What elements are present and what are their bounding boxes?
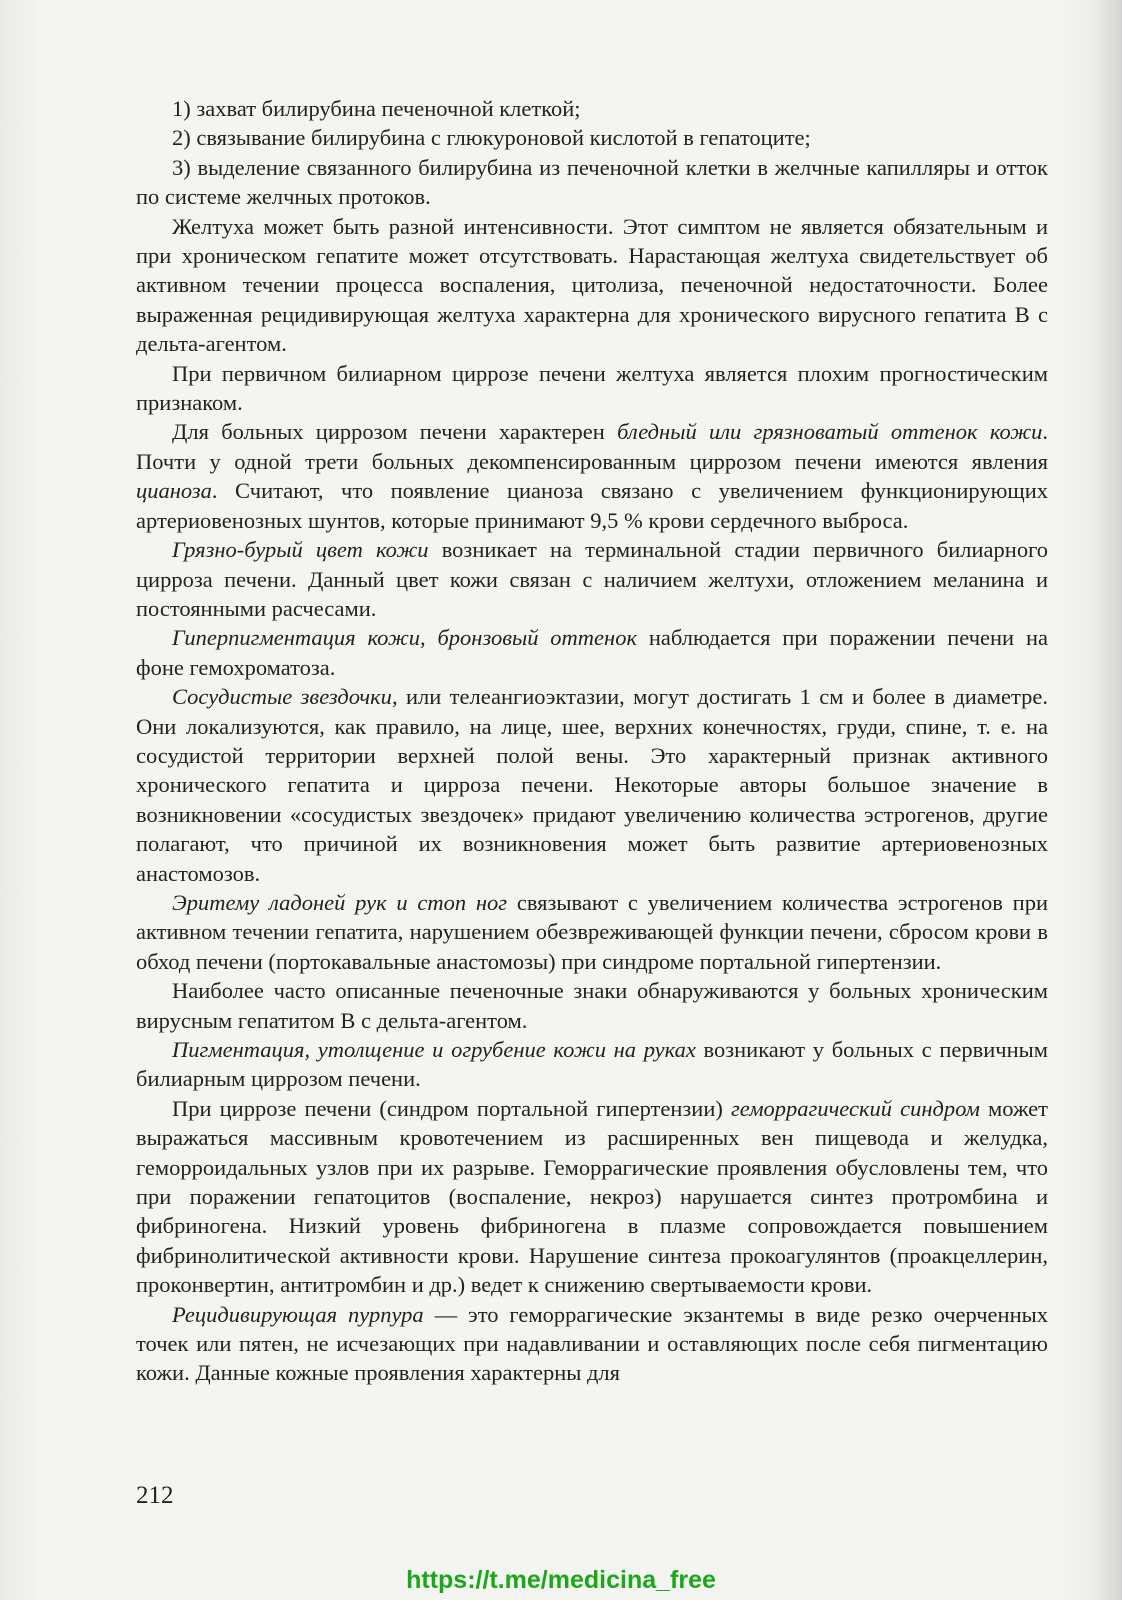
text-run: Желтуха может быть разной интенсивности. Этот симптом не является обязательным и при хроническом гепатите может отсутствовать. Нарастающая желтуха свидетельствует об активном течении процесса воспаления, цитолиза, печеночной недостаточности. Более выраженная рецидивирующая желтуха характерна для хронического вирусного гепатита В с дельта-агентом.	[136, 213, 1048, 357]
text-run: При циррозе печени (синдром портальной гипертензии)	[172, 1095, 731, 1121]
text-run: Наиболее часто описанные печеночные знаки обнаруживаются у больных хроническим вирусным гепатитом В с дельта-агентом.	[136, 978, 1048, 1033]
paragraph	[136, 888, 1048, 976]
paragraph	[136, 123, 1048, 152]
text-run: 2) связывание билирубина с глюкуроновой кислотой в гепатоците;	[172, 125, 811, 151]
italic-term: геморрагический синдром	[730, 1095, 980, 1121]
paragraph	[136, 153, 1048, 212]
paragraph	[136, 359, 1048, 418]
text-run: — это геморрагические экзантемы в виде резко очерченных точек или пятен, не исчезающих при надавливании и оставляющих после себя пигментацию кожи. Данные кожные проявления характерны для	[136, 1301, 1048, 1386]
paragraph	[136, 94, 1048, 123]
paragraph	[136, 1300, 1048, 1388]
text-run: 3) выделение связанного билирубина из печеночной клетки в желчные капилляры и отток по системе желчных протоков.	[136, 154, 1048, 210]
text-run: . Почти у одной трети больных декомпенсированным циррозом печени имеются явления	[136, 419, 1048, 474]
page-number: 212	[136, 1482, 174, 1509]
paragraph	[136, 1035, 1048, 1094]
paragraph	[136, 623, 1048, 682]
text-run: При первичном билиарном циррозе печени желтуха является плохим прогностическим признаком.	[136, 360, 1048, 416]
paragraph	[136, 535, 1048, 623]
text-run: Для больных циррозом печени характерен	[172, 419, 618, 445]
text-run: 1) захват билирубина печеночной клеткой;	[172, 96, 581, 121]
text-run: может выражаться массивным кровотечением из расширенных вен пищевода и желудка, геморроидальных узлов при их разрыве. Геморрагические проявления обусловлены тем, что при поражении гепатоцитов (воспаление, некроз) нарушается синтез протромбина и фибриногена. Низкий уровень фибриногена в плазме сопровождается повышением фибринолитической активности крови. Нарушение синтеза прокоагулянтов (проакцеллерин, проконвертин, антитромбин и др.) ведет к снижению свертываемости крови.	[136, 1095, 1049, 1298]
text-run: . Считают, что появление цианоза связано с увеличением функционирующих артериовенозных шунтов, которые принимают 9,5 % крови сердечного выброса.	[136, 478, 1048, 533]
paragraph	[136, 1094, 1048, 1300]
paragraph	[136, 417, 1048, 535]
italic-term: Рецидивирующая пурпура	[172, 1301, 424, 1327]
italic-term: бледный или грязноватый оттенок кожи	[617, 419, 1043, 445]
italic-term: Пигментация, утолщение и огрубение кожи на руках	[172, 1037, 696, 1062]
body-text	[136, 94, 1048, 1388]
text-run: , или телеангиоэктазии, могут достигать 1 см и более в диаметре. Они локализуются, как правило, на лице, шее, верхних конечностях, груди, спине, т. е. на сосудистой территории верхней полой вены. Это характерный признак активного хронического гепатита и цирроза печени. Некоторые авторы большое значение в возникновении «сосудистых звездочек» придают увеличению количества эстрогенов, другие полагают, что причиной их возникновения может быть развитие артериовенозных анастомозов.	[136, 684, 1049, 886]
text-run: возникают у больных с первичным билиарным циррозом печени.	[136, 1037, 1048, 1092]
italic-term: Гиперпигментация кожи, бронзовый оттенок	[172, 625, 637, 651]
italic-term: Грязно-бурый цвет кожи	[172, 537, 429, 563]
paragraph	[136, 976, 1048, 1035]
text-run: возникает на терминальной стадии первичного билиарного цирроза печени. Данный цвет кожи связан с наличием желтухи, отложением меланина и постоянными расчесами.	[136, 537, 1048, 621]
watermark-link[interactable]: https://t.me/medicina_free	[406, 1566, 716, 1594]
page-binding-shadow	[1094, 0, 1122, 1600]
text-run: наблюдается при поражении печени на фоне гемохроматоза.	[136, 625, 1048, 680]
italic-term: Эритему ладоней рук и стоп ног	[172, 889, 508, 915]
paragraph	[136, 212, 1048, 359]
italic-term: цианоза	[136, 478, 212, 504]
text-run: связывают с увеличением количества эстрогенов при активном течении гепатита, нарушением обезвреживающей функции печени, сбросом крови в обход печени (портокавальные анастомозы) при синдроме портальной гипертензии.	[136, 889, 1048, 974]
italic-term: Сосудистые звездочки	[172, 684, 392, 710]
paragraph	[136, 682, 1048, 888]
